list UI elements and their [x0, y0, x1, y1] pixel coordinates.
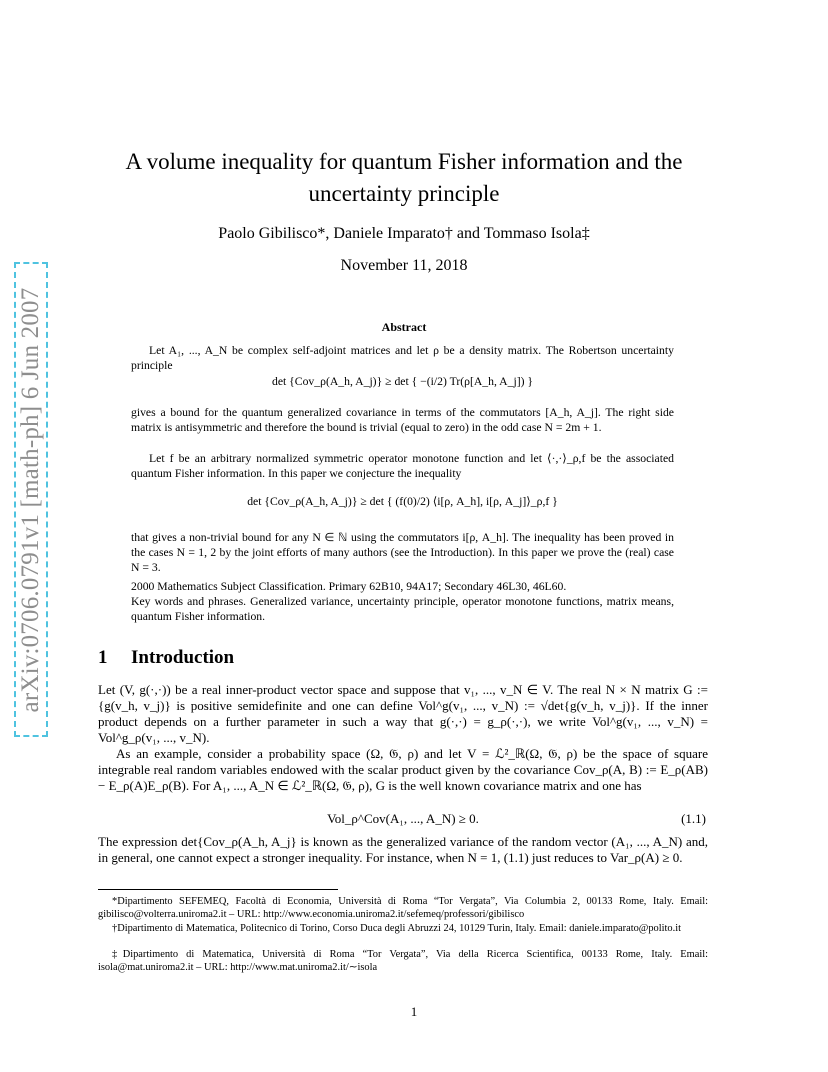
section-number: 1 — [98, 647, 108, 668]
section-title: Introduction — [131, 647, 235, 668]
equation-conjecture: det {Cov_ρ(A_h, A_j)} ≥ det { (f(0)/2) ⟨i[ρ, A_h], i[ρ, A_j]⟩_ρ,f } — [247, 495, 558, 508]
arxiv-stamp-label: arXiv:0706.0791v1 [math-ph] 6 Jun 2007 — [17, 287, 44, 712]
keywords: Key words and phrases. Generalized variance, uncertainty principle, operator monotone functions, matrix means, quantum Fisher information. — [131, 595, 674, 623]
footnote: *Dipartimento SEFEMEQ, Facoltà di Economia, Università di Roma “Tor Vergata”, Via Columbia 2, 00133 Rome, Italy. Email: gibilisco@volterra.uniroma2.it – URL: http://www.economia.uniroma2.it/sefemeq/professori/gibilisco — [98, 896, 708, 921]
author-list: Paolo Gibilisco*, Daniele Imparato† and Tommaso Isola‡ — [218, 225, 590, 242]
footnote: ‡Dipartimento di Matematica, Università di Roma “Tor Vergata”, Via della Ricerca Scientifica, 00133 Rome, Italy. Email: isola@mat.uniroma2.it – URL: http://www.mat.uniroma2.it/∼isola — [98, 949, 708, 974]
abstract-paragraph: Let A₁, ..., A_N be complex self-adjoint matrices and let ρ be a density matrix. The Robertson uncertainty principle — [131, 344, 674, 372]
abstract-paragraph: Let f be an arbitrary normalized symmetric operator monotone function and let ⟨·,·⟩_ρ,f be the associated quantum Fisher information. In this paper we conjecture the inequality — [131, 452, 674, 480]
body-paragraph: The expression det{Cov_ρ(A_h, A_j} is known as the generalized variance of the random vector (A₁, ..., A_N) and, in general, one cannot expect a stronger inequality. For instance, when N = 1, (1.1) just reduces to Var_ρ(A) ≥ 0. — [98, 834, 708, 865]
equation-label: (1.1) — [681, 811, 706, 826]
body-paragraph: As an example, consider a probability space (Ω, 𝔊, ρ) and let V = ℒ²_ℝ(Ω, 𝔊, ρ) be the space of square integrable real random variables endowed with the scalar product given by the covariance Cov_ρ(A, B) := E_ρ(AB) − E_ρ(A)E_ρ(B). For A₁, ..., A_N ∈ ℒ²_ℝ(Ω, 𝔊, ρ), G is the well known covariance matrix and one has — [98, 746, 708, 793]
footnote-rule — [98, 889, 338, 890]
paper-date: November 11, 2018 — [340, 257, 468, 274]
abstract-paragraph: gives a bound for the quantum generalized covariance in terms of the commutators [A_h, A_j]. The right side matrix is antisymmetric and therefore the bound is trivial (equal to zero) in the odd case N = 2m + 1. — [131, 406, 674, 434]
page-number: 1 — [410, 1004, 418, 1019]
equation-volume: Vol_ρ^Cov(A₁, ..., A_N) ≥ 0. — [327, 811, 479, 826]
footnote: †Dipartimento di Matematica, Politecnico di Torino, Corso Duca degli Abruzzi 24, 10129 Turin, Italy. Email: daniele.imparato@polito.it — [112, 923, 681, 934]
abstract-heading: Abstract — [381, 320, 427, 334]
paper-title: A volume inequality for quantum Fisher information and the uncertainty principle — [125, 149, 683, 206]
body-paragraph: Let (V, g(·,·)) be a real inner-product vector space and suppose that v₁, ..., v_N ∈ V. The real N × N matrix G := {g(v_h, v_j)} is positive semidefinite and one can define Vol^g(v₁, ..., v_N) := √det{g(v_h, v_j)}. If the inner product depends on a further parameter in such a way that g(·,·) = g_ρ(·,·), we write Vol^g(v₁, ..., v_N) = Vol^g_ρ(v₁, ..., v_N). — [98, 682, 708, 745]
abstract-paragraph: that gives a non-trivial bound for any N ∈ ℕ using the commutators i[ρ, A_h]. The inequality has been proved in the cases N = 1, 2 by the joint efforts of many authors (see the Introduction). In this paper we prove the (real) case N = 3. — [131, 531, 674, 574]
equation-robertson: det {Cov_ρ(A_h, A_j)} ≥ det { −(i/2) Tr(ρ[A_h, A_j]) } — [271, 375, 534, 388]
msc-classification: 2000 Mathematics Subject Classification. Primary 62B10, 94A17; Secondary 46L30, 46L60. — [131, 580, 567, 593]
arxiv-stamp[interactable] — [14, 262, 48, 737]
section-heading — [98, 647, 234, 669]
